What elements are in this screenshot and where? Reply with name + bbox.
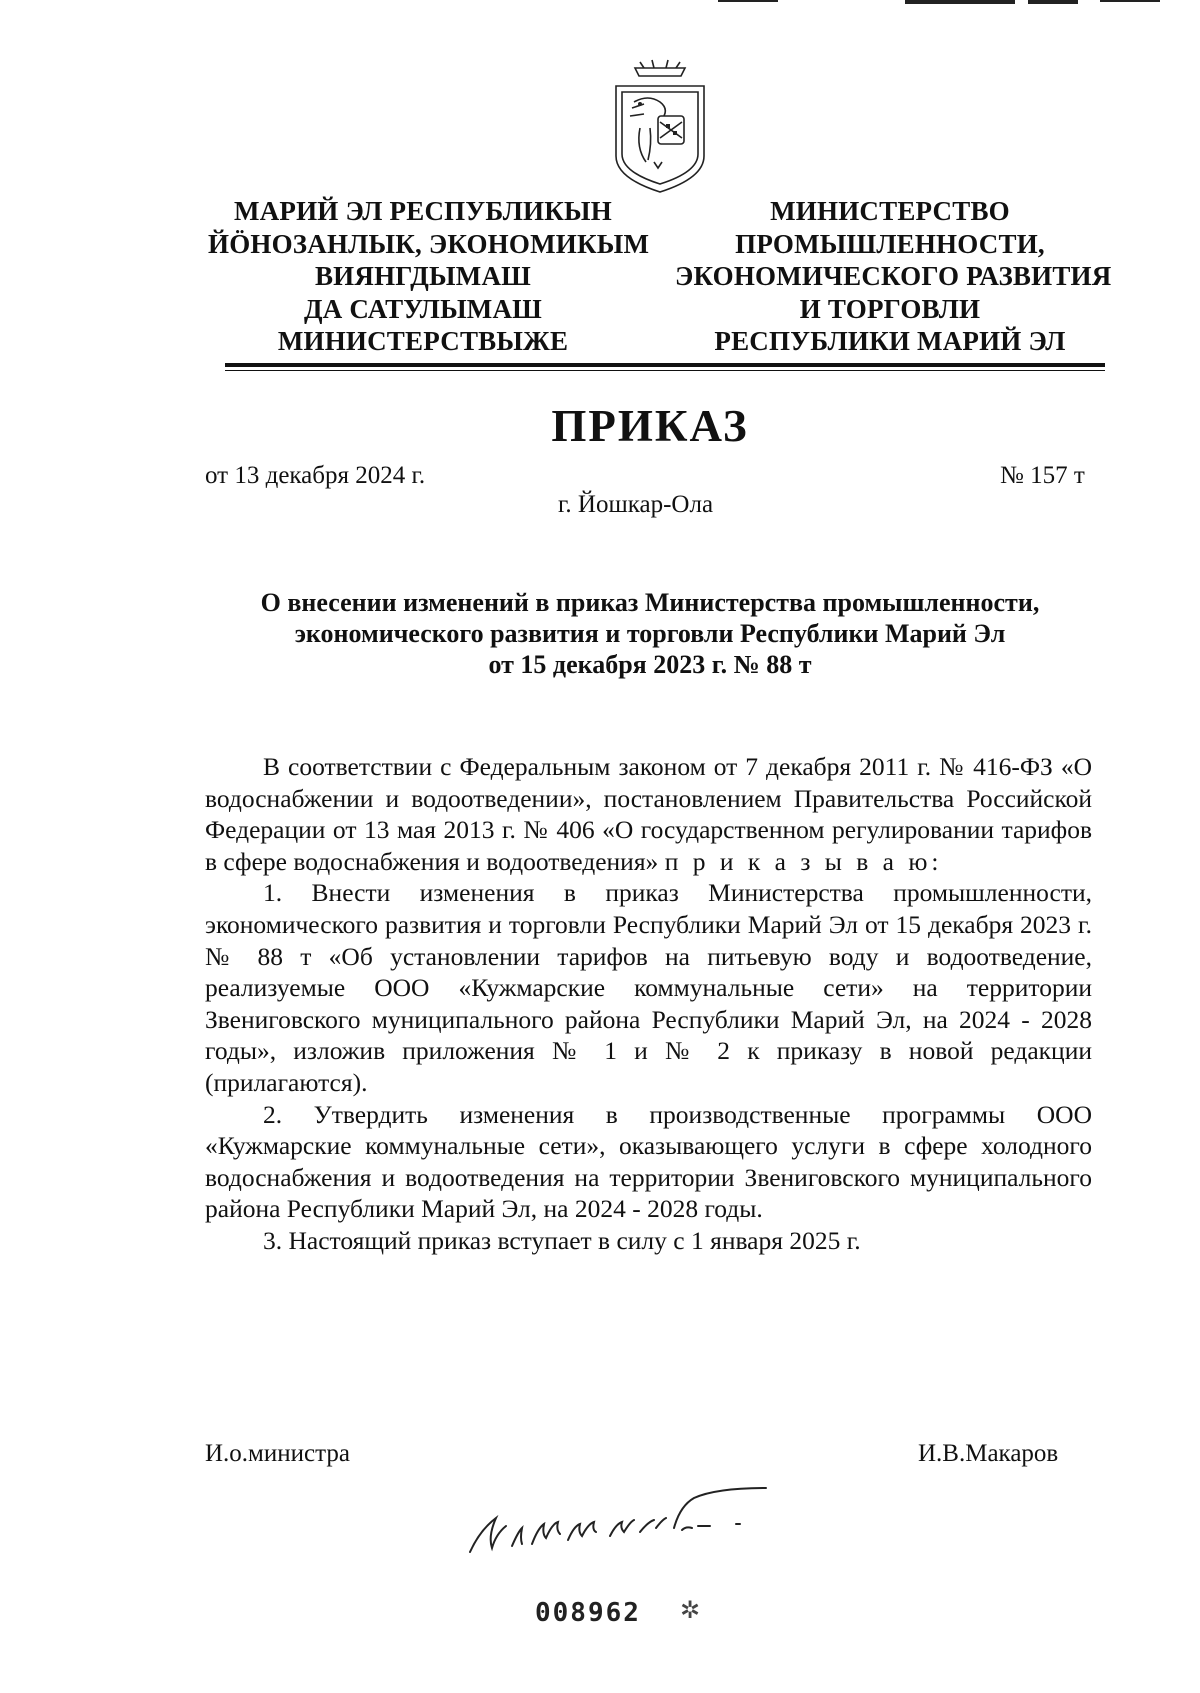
header-ministry-mari bbox=[208, 195, 650, 358]
subject-line: О внесении изменений в приказ Министерства промышленности, bbox=[260, 588, 1040, 617]
handwritten-signature-icon bbox=[460, 1480, 820, 1560]
scan-mark bbox=[1028, 0, 1078, 4]
asterisk-mark-icon: ✲ bbox=[680, 1598, 701, 1624]
subject-line: от 15 декабря 2023 г. № 88 т bbox=[488, 650, 812, 679]
header-line: ЙÖНОЗАНЛЫК, ЭКОНОМИКЫМ bbox=[208, 228, 650, 259]
signatory-position: И.о.министра bbox=[205, 1440, 350, 1467]
scan-mark bbox=[1100, 0, 1160, 2]
order-item: 2. Утвердить изменения в производственные программы ООО «Кужмарские коммунальные сети», оказывающего услуги в сфере холодного водоснабжения и водоотведения на территории Звениговского муниципального района Республики Марий Эл, на 2024 - 2028 годы. bbox=[205, 1099, 1092, 1224]
preamble-text: В соответствии с Федеральным законом от 7 декабря 2011 г. № 416-ФЗ «О водоснабжении и водоотведении», постановлением Правительства Российской Федерации от 13 мая 2013 г. № 406 «О государственном регулировании тарифов в сфере водоснабжения и водоотведения» bbox=[205, 752, 1092, 876]
header-line: ЭКОНОМИЧЕСКОГО РАЗВИТИЯ bbox=[675, 261, 1112, 291]
document-date: от 13 декабря 2024 г. bbox=[205, 462, 426, 489]
scan-mark bbox=[905, 0, 1015, 4]
header-line: ВИЯНГДЫМАШ bbox=[314, 261, 532, 291]
scan-mark bbox=[718, 0, 778, 2]
header-line: И ТОРГОВЛИ bbox=[799, 293, 981, 324]
order-item: 3. Настоящий приказ вступает в силу с 1 января 2025 г. bbox=[263, 1225, 861, 1255]
header-line: МАРИЙ ЭЛ РЕСПУБЛИКЫН bbox=[234, 196, 612, 226]
document-title: ПРИКАЗ bbox=[551, 401, 749, 451]
document-subject bbox=[170, 587, 1130, 680]
subject-line: экономического развития и торговли Республики Марий Эл bbox=[294, 619, 1006, 648]
header-ministry-russian bbox=[675, 195, 1112, 358]
document-city: г. Йошкар-Ола bbox=[558, 491, 714, 518]
signatory-name: И.В.Макаров bbox=[918, 1440, 1059, 1467]
preamble-paragraph bbox=[205, 751, 1092, 877]
header-line: ДА САТУЛЫМАШ bbox=[303, 293, 543, 324]
header-line: РЕСПУБЛИКИ МАРИЙ ЭЛ bbox=[714, 326, 1066, 356]
header-line: МИНИСТЕРСТВЫЖЕ bbox=[277, 326, 569, 356]
header-line: ПРОМЫШЛЕННОСТИ, bbox=[735, 228, 1045, 259]
serial-number: 008962 bbox=[535, 1598, 641, 1628]
header-divider bbox=[225, 363, 1105, 367]
coat-of-arms-icon bbox=[610, 58, 710, 198]
order-word: п р и к а з ы в а ю: bbox=[664, 846, 943, 876]
document-number: № 157 т bbox=[1000, 462, 1085, 489]
order-item: 1. Внести изменения в приказ Министерства промышленности, экономического развития и торговли Республики Марий Эл от 15 декабря 2023 г. № 88 т «Об установлении тарифов на питьевую воду и водоотведение, реализуемые ООО «Кужмарские коммунальные сети» на территории Звениговского муниципального района Республики Марий Эл, на 2024 - 2028 годы», изложив приложения № 1 и № 2 к приказу в новой редакции (прилагаются). bbox=[205, 878, 1092, 1097]
header-divider bbox=[225, 370, 1105, 371]
document-body bbox=[205, 751, 1092, 1257]
header-line: МИНИСТЕРСТВО bbox=[770, 196, 1010, 226]
